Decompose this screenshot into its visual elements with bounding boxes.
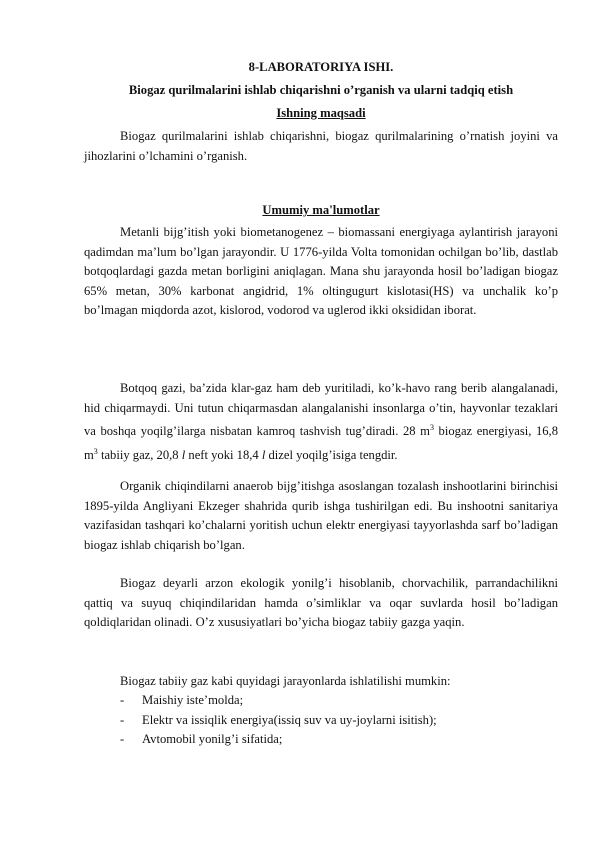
paragraph-cheap-fuel: Biogaz deyarli arzon ekologik yonilg’i hisoblanib, chorvachilik, parrandachilikni qattiq va suyuq chiqindilaridan hamda o’simliklar va oqar suvlarda hosil bo’ladigan qoldiqlaridan olinadi. O’z xususiyatlari bo’yicha biogaz tabiiy gazga yaqin. (84, 576, 558, 629)
topic-title: Biogaz qurilmalarini ishlab chiqarishni o’rganish va ularni tadqiq etish (128, 83, 514, 97)
list-item-text: Elektr va issiqlik energiya(issiq suv va uy-joylarni isitish); (142, 713, 437, 727)
p2-text-c: tabiiy gaz, 20,8 (97, 447, 182, 462)
aim-heading: Ishning maqsadi (276, 106, 366, 120)
litre-unit: l (181, 447, 186, 462)
paragraph-swamp-gas (84, 379, 558, 465)
p2-text-e: dizel yoqilg’isiga tengdir. (265, 447, 398, 462)
list-item (120, 691, 243, 711)
list-bullet: - (120, 693, 125, 707)
list-item-text: Maishiy iste’molda; (142, 693, 244, 707)
paragraph-uses-intro: Biogaz tabiiy gaz kabi quyidagi jarayonlarda ishlatilishi mumkin: (120, 674, 451, 688)
paragraph-biomethanogenesis: Metanli bijg’itish yoki biometanogenez – biomassani energiyaga aylantirish jarayoni qadimdan ma’lum bo’lgan jarayondir. U 1776-yilda Volta tomonidan ochilgan bo’lib, dastlab botqoqlardagi gazda metan borligini aniqlagan. Mana shu jarayonda hosil bo’ladigan biogaz 65% metan, 30% karbonat angidrid, 1% oltingugurt kislotasi(HS) va unchalik ko’p bo’lmagan miqdorda azot, kislorod, vodorod va uglerod ikki oksididan iborat. (84, 225, 558, 317)
litre-unit: l (261, 447, 266, 462)
general-heading: Umumiy ma'lumotlar (262, 203, 380, 217)
list-item (120, 711, 437, 731)
aim-paragraph: Biogaz qurilmalarini ishlab chiqarishni, biogaz qurilmalarining o’rnatish joyini va jihozlarini o’lchamini o’rganish. (84, 129, 558, 163)
list-bullet: - (120, 713, 125, 727)
list-item-text: Avtomobil yonilg’i sifatida; (142, 732, 283, 746)
p2-text-b: biogaz energiyasi, 16,8 m (84, 424, 558, 462)
paragraph-treatment-facilities: Organik chiqindilarni anaerob bijg’itishga asoslangan tozalash inshootlarini birinchisi 1895-yilda Angliyani Ekzeger shahrida qurib ishga tushirilgan edi. Bu inshootni sanitariya vazifasidan tashqari ko’chalarni yoritish uchun elektr energiyasi tayyorlashda sarf bo’ladigan biogaz ishlab chiqarish bo’lgan. (84, 479, 558, 552)
superscript: 3 (93, 446, 98, 456)
lab-title: 8-LABORATORIYA ISHI. (248, 60, 394, 74)
list-bullet: - (120, 732, 125, 746)
p2-text-a: Botqoq gazi, ba’zida klar-gaz ham deb yuritiladi, ko’k-havo rang berib alangalanadi, hid chiqarmaydi. Uni tutun chiqarmasdan alangalanishi insonlarga o’tin, hayvonlar tezaklari va boshqa yoqilg’ilarga nisbatan kamroq tashvish tug’diradi. 28 m (84, 381, 558, 439)
list-item (120, 730, 282, 750)
superscript: 3 (429, 423, 434, 432)
p2-text-d: neft yoki 18,4 (185, 447, 262, 462)
